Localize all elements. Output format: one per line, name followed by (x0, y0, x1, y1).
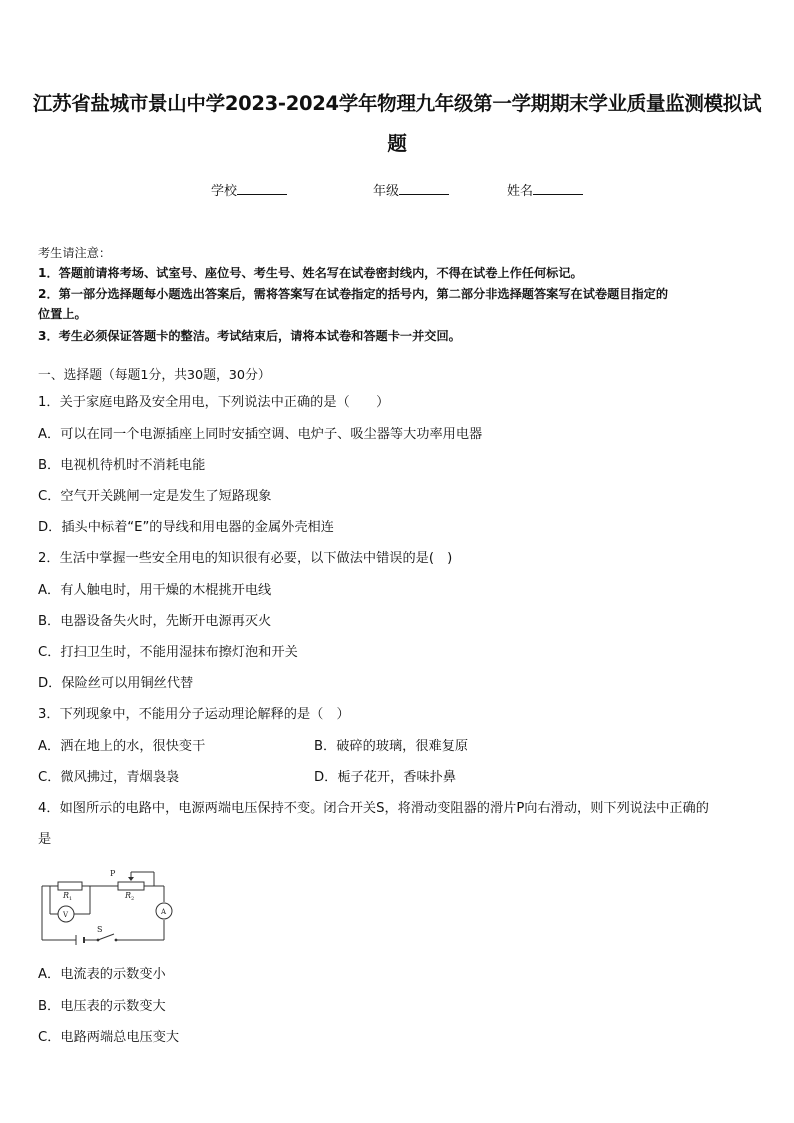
switch-icon (98, 934, 114, 940)
slider-p-label: P (110, 869, 116, 878)
r2-subscript: 2 (131, 896, 135, 902)
question-1-option-b: B．电视机待机时不消耗电能 (38, 458, 206, 473)
question-3-stem: 3．下列现象中，不能用分子运动理论解释的是（ ） (38, 707, 350, 722)
question-4-option-b: B．电压表的示数变大 (38, 999, 166, 1014)
question-1-option-d: D．插头中标着“E”的导线和用电器的金属外壳相连 (38, 520, 334, 535)
question-3-option-b: B．破碎的玻璃，很难复原 (314, 739, 469, 754)
resistor-r2 (118, 882, 144, 890)
name-blank (533, 182, 583, 195)
note-item: 2．第一部分选择题每小题选出答案后，需将答案写在试卷指定的括号内，第二部分非选择题答案写在试卷题目指定的 (38, 287, 669, 301)
exam-title-line-1: 江苏省盐城市景山中学2023-2024学年物理九年级第一学期期末学业质量监测模拟试 (32, 92, 762, 115)
school-label: 学校 (211, 184, 238, 199)
ammeter-label: A (161, 908, 167, 916)
resistor-r1 (58, 882, 82, 890)
circuit-diagram (36, 864, 178, 950)
note-item: 1．答题前请将考场、试室号、座位号、考生号、姓名写在试卷密封线内，不得在试卷上作任何标记。 (38, 266, 583, 280)
question-3-option-d: D．栀子花开，香味扑鼻 (314, 770, 457, 785)
question-3-option-a: A．洒在地上的水，很快变干 (38, 739, 206, 754)
question-4-stem-line-1: 4．如图所示的电路中，电源两端电压保持不变。闭合开关S，将滑动变阻器的滑片P向右滑动，则下列说法中正确的 (38, 801, 709, 816)
question-2-option-a: A．有人触电时，用干燥的木棍挑开电线 (38, 583, 272, 598)
name-field (507, 180, 583, 199)
question-1-option-c: C．空气开关跳闸一定是发生了短路现象 (38, 489, 272, 504)
exam-title-line-2: 题 (387, 132, 407, 155)
voltmeter-label: V (63, 911, 69, 919)
student-info-fields (0, 180, 794, 200)
name-label: 姓名 (507, 184, 534, 199)
grade-field (373, 180, 449, 199)
school-blank (237, 182, 287, 195)
question-2-option-b: B．电器设备失火时，先断开电源再灭火 (38, 614, 272, 629)
question-1-stem: 1．关于家庭电路及安全用电，下列说法中正确的是（ ） (38, 395, 390, 410)
question-2-option-c: C．打扫卫生时，不能用湿抹布擦灯泡和开关 (38, 645, 298, 660)
r1-subscript: 1 (69, 896, 73, 902)
question-2-stem: 2．生活中掌握一些安全用电的知识很有必要，以下做法中错误的是( ) (38, 551, 453, 566)
question-4-stem-line-2: 是 (38, 832, 52, 847)
question-4-option-c: C．电路两端总电压变大 (38, 1030, 180, 1045)
section-heading: 一、选择题（每题1分，共30题，30分） (38, 368, 271, 383)
note-item: 3．考生必须保证答题卡的整洁。考试结束后，请将本试卷和答题卡一并交回。 (38, 329, 461, 343)
question-4-option-a: A．电流表的示数变小 (38, 967, 166, 982)
grade-label: 年级 (373, 184, 400, 199)
question-3-option-c: C．微风拂过，青烟袅袅 (38, 770, 180, 785)
exam-title (30, 84, 764, 164)
school-field (211, 180, 287, 199)
question-2-option-d: D．保险丝可以用铜丝代替 (38, 676, 194, 691)
r1-label: R (63, 891, 70, 900)
notes-heading: 考生请注意： (38, 246, 112, 260)
switch-label: S (97, 925, 103, 934)
grade-blank (399, 182, 449, 195)
note-item: 位置上。 (38, 307, 87, 321)
question-1-option-a: A．可以在同一个电源插座上同时安插空调、电炉子、吸尘器等大功率用电器 (38, 427, 483, 442)
r2-label: R (125, 891, 132, 900)
